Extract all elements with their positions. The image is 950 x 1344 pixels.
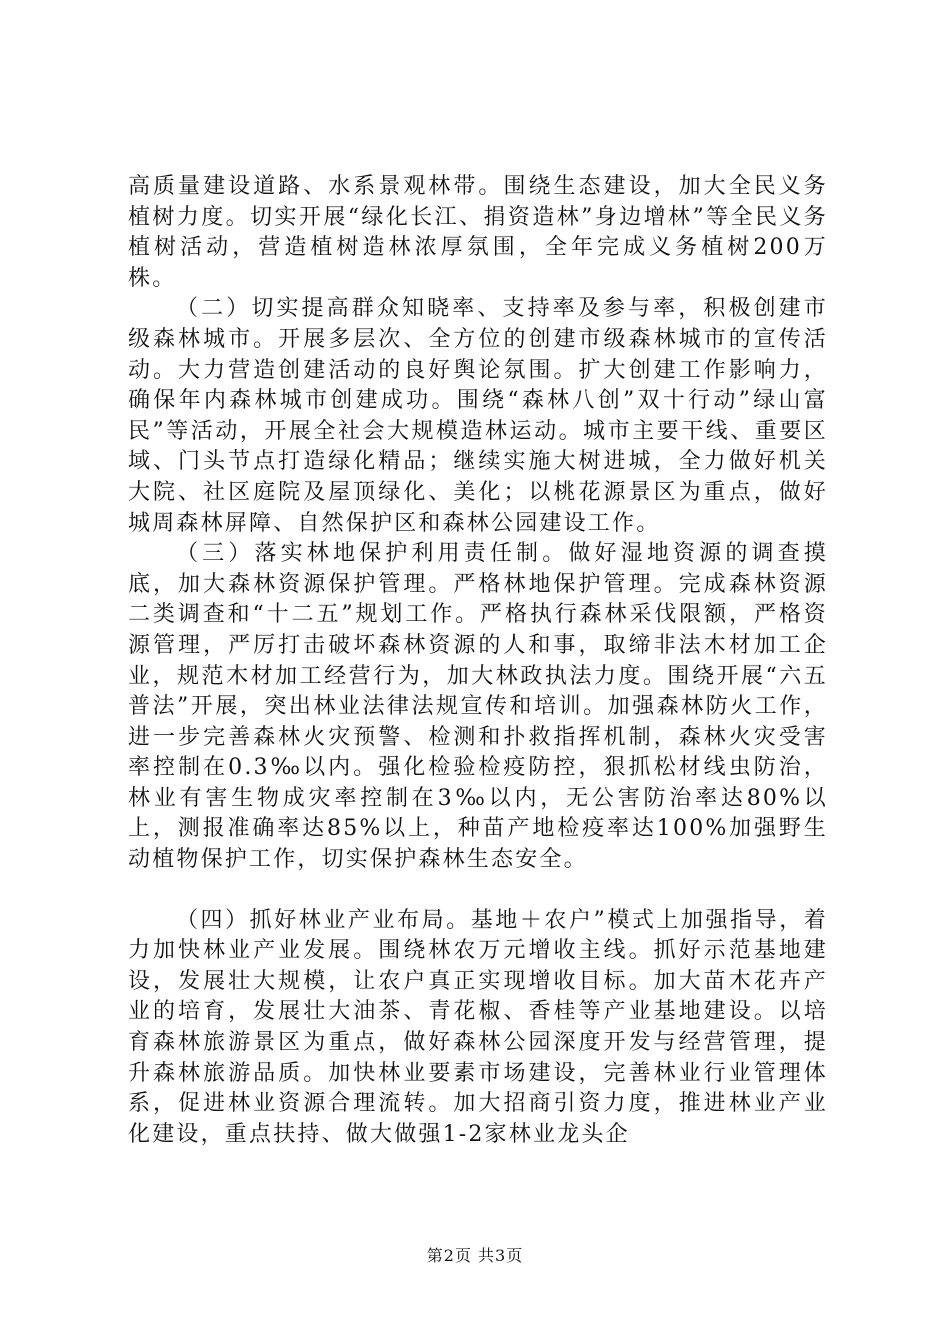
paragraph-1: 高质量建设道路、水系景观林带。围绕生态建设，加大全民义务植树力度。切实开展“绿化长江、捐资造林”身边增林”等全民义务植树活动，营造植树造林浓厚氛围，全年完成义务植树200万株。 [128,174,828,291]
paragraph-4: （四）抓好林业产业布局。基地＋农户”模式上加强指导，着力加快林业产业发展。围绕林农万元增收主线。抓好示范基地建设，发展壮大规模，让农户真正实现增收目标。加大苗木花卉产业的培育，发展壮大油茶、青花椒、香桂等产业基地建设。以培育森林旅游景区为重点，做好森林公园深度开发与经营管理，提升森林旅游品质。加快林业要素市场建设，完善林业行业管理体系，促进林业资源合理流转。加大招商引资力度，推进林业产业化建设，重点扶持、做大做强1-2家林业龙头企 [128,907,828,1147]
document-body [128,172,828,1150]
page-number-footer: 第2页 共3页 [426,1246,524,1265]
paragraph-2: （二）切实提高群众知晓率、支持率及参与率，积极创建市级森林城市。开展多层次、全方位的创建市级森林城市的宣传活动。大力营造创建活动的良好舆论氛围。扩大创建工作影响力，确保年内森林城市创建成功。围绕“森林八创”双十行动”绿山富民”等活动，开展全社会大规模造林运动。城市主要干线、重要区域、门头节点打造绿化精品；继续实施大树进城，全力做好机关大院、社区庭院及屋顶绿化、美化；以桃花源景区为重点，做好城周森林屏障、自然保护区和森林公园建设工作。 [128,296,828,536]
paragraph-3: （三）落实林地保护利用责任制。做好湿地资源的调查摸底，加大森林资源保护管理。严格林地保护管理。完成森林资源二类调查和“十二五”规划工作。严格执行森林采伐限额，严格资源管理，严厉打击破坏森林资源的人和事，取缔非法木材加工企业，规范木材加工经营行为，加大林政执法力度。围绕开展“六五普法”开展，突出林业法律法规宣传和培训。加强森林防火工作，进一步完善森林火灾预警、检测和扑救指挥机制，森林火灾受害率控制在0.3‰以内。强化检验检疫防控，狠抓松材线虫防治，林业有害生物成灾率控制在3‰以内，无公害防治率达80%以上，测报准确率达85%以上，种苗产地检疫率达100%加强野生动植物保护工作，切实保护森林生态安全。 [128,541,828,873]
